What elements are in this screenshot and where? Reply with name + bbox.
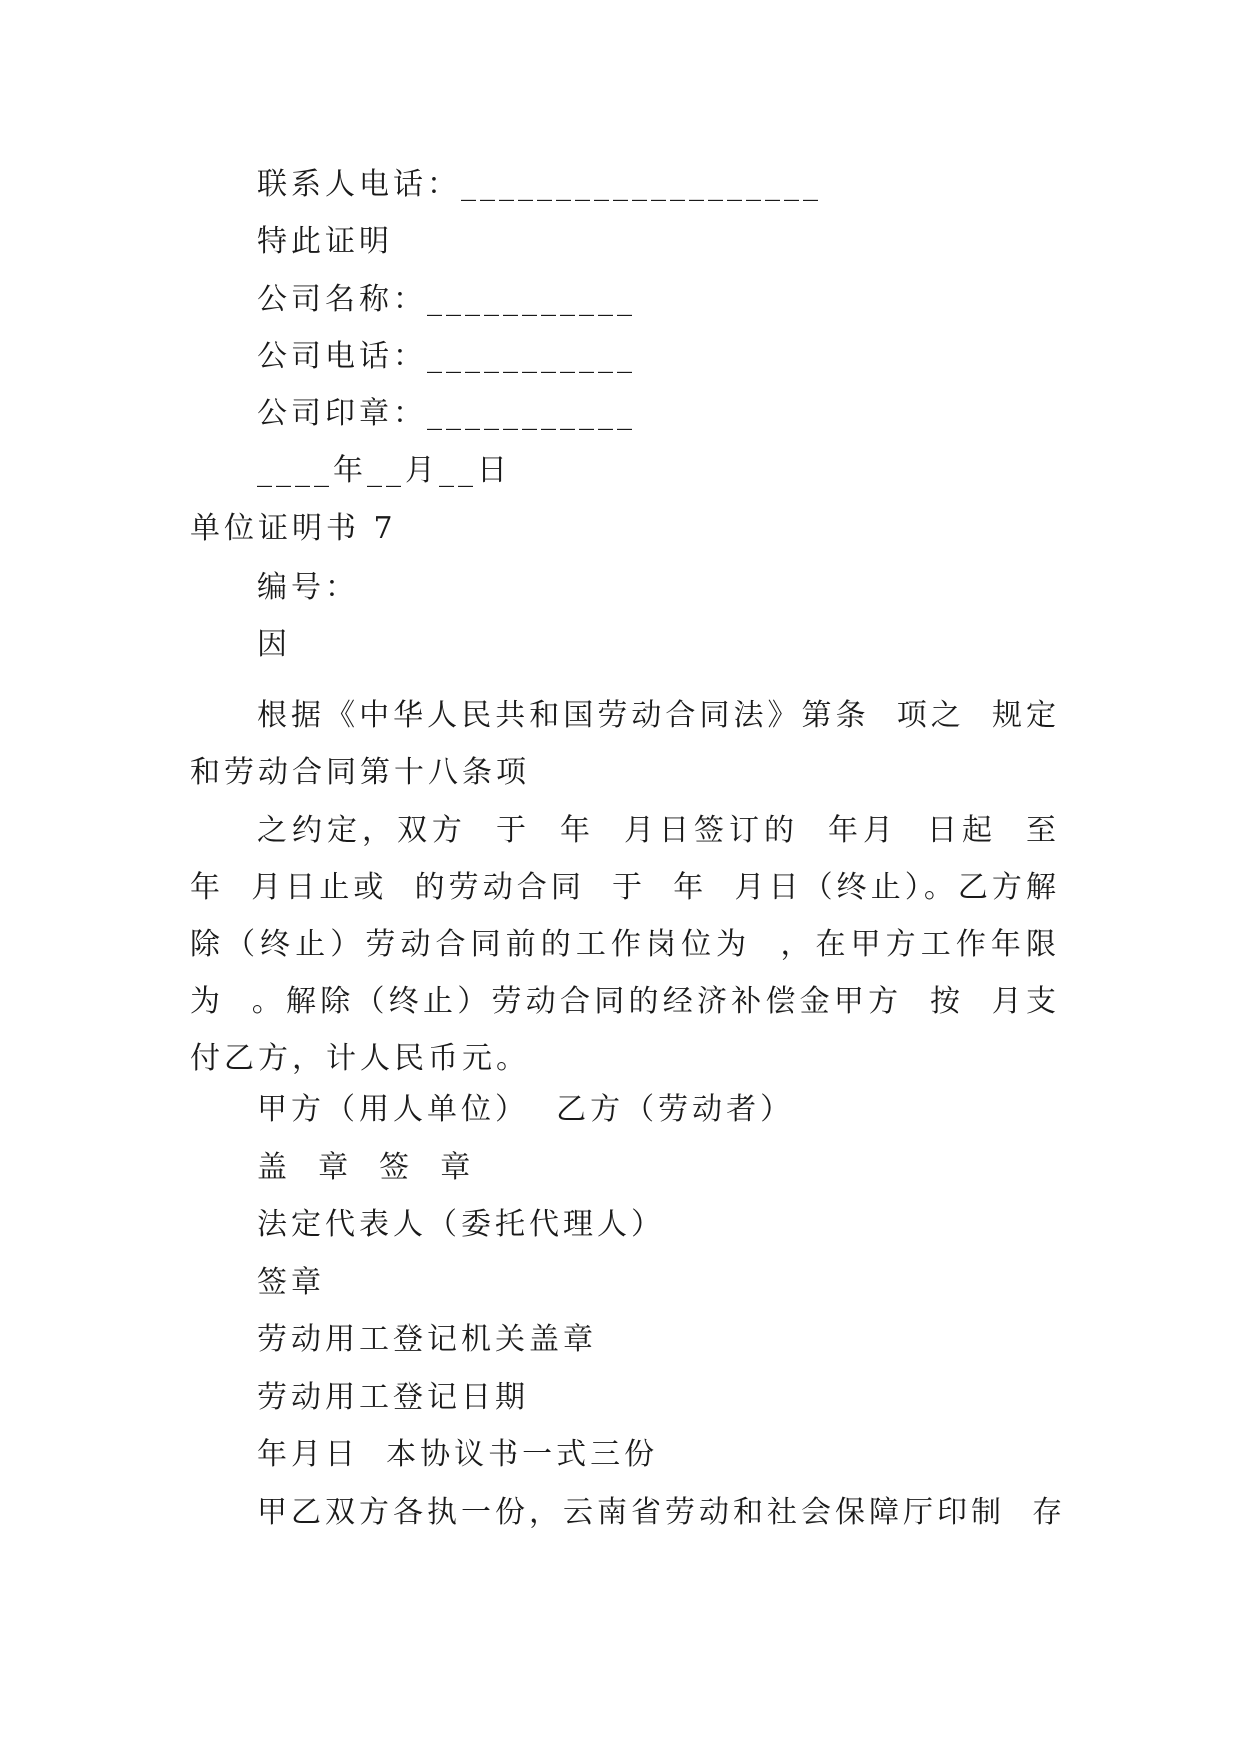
copies-line: 年月日 本协议书一式三份	[257, 1437, 659, 1472]
distribution-line: 甲乙双方各执一份，云南省劳动和社会保障厅印制 存	[257, 1495, 1067, 1530]
paragraph-agreement: 之约定，双方 于 年 月日签订的 年月 日起 至 年 月日止或 的劳动合同 于 年 月日（终止）。乙方解除（终止）劳动合同前的工作岗位为 ，在甲方工作年限 为 。解除（终止）劳动合同的经济补偿金甲方 按 月支付乙方，计人民币元。	[190, 813, 1088, 1076]
company-seal-line: 公司印章：___________	[257, 396, 636, 431]
paragraph-legal-basis: 根据《中华人民共和国劳动合同法》第条 项之 规定和劳动合同第十八条项	[190, 698, 1060, 790]
signature-line: 签章	[257, 1265, 325, 1300]
date-blank-line: ____年__月__日	[257, 453, 511, 488]
registry-date-line: 劳动用工登记日期	[257, 1380, 529, 1415]
section-title: 单位证明书 7	[190, 511, 397, 546]
company-name-line: 公司名称：___________	[257, 282, 636, 317]
stamp-sign-line: 盖 章 签 章	[257, 1150, 475, 1185]
yin-line: 因	[257, 627, 291, 662]
number-label: 编号：	[257, 570, 359, 605]
contact-phone-line: 联系人电话：___________________	[257, 167, 822, 202]
company-phone-line: 公司电话：___________	[257, 339, 636, 374]
parties-line: 甲方（用人单位） 乙方（劳动者）	[257, 1092, 795, 1127]
hereby-certify-line: 特此证明	[257, 224, 393, 259]
registry-seal-line: 劳动用工登记机关盖章	[257, 1322, 597, 1357]
legal-rep-line: 法定代表人（委托代理人）	[257, 1207, 665, 1242]
